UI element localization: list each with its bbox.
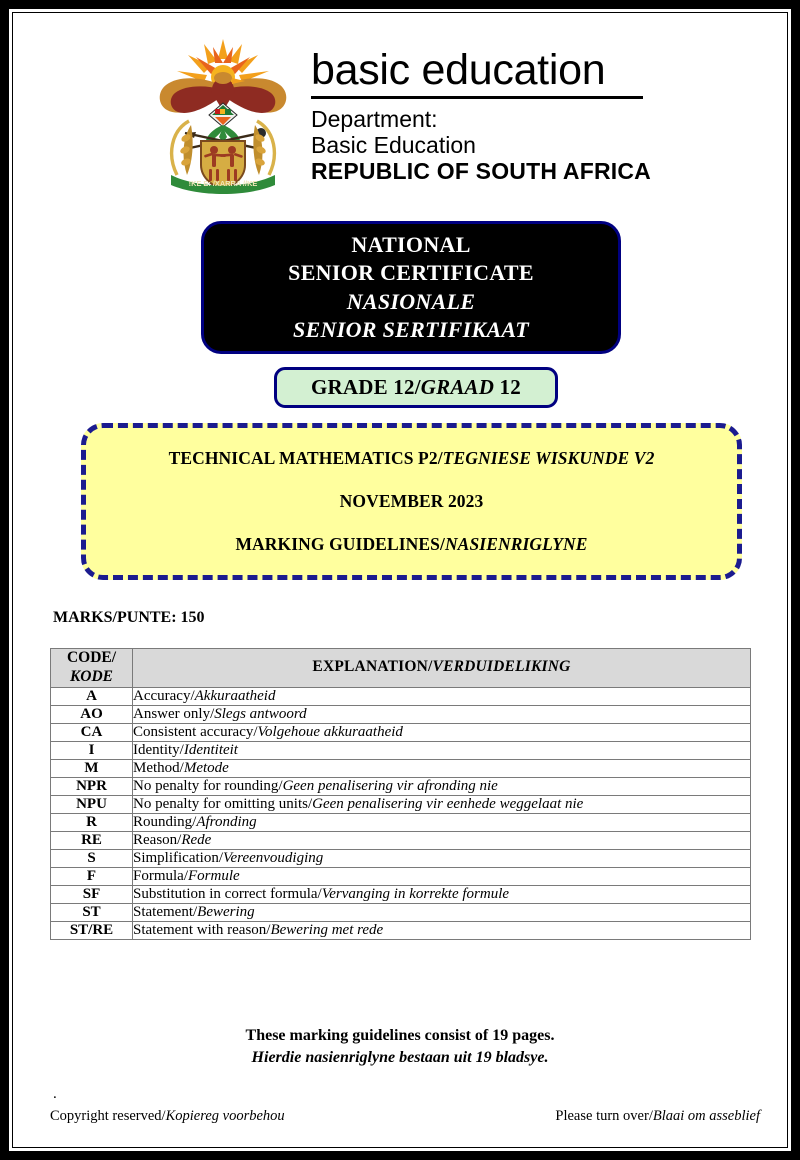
copyright-english: Copyright reserved/ [50,1108,166,1124]
brand-divider [311,96,643,99]
code-cell: AO [51,705,133,723]
header-code-cell [51,649,133,688]
explanation-afrikaans: Bewering met rede [270,921,384,938]
certificate-line-1: NATIONAL [351,232,471,258]
page-count-afrikaans: Hierdie nasienriglyne bestaan uit 19 bladsye. [251,1049,549,1067]
stray-period-mark: . [53,1086,57,1102]
grade-box [274,367,558,408]
explanation-cell [133,831,751,849]
table-row [51,813,751,831]
code-cell: S [51,849,133,867]
department-label: Department: [311,106,438,132]
table-row [51,777,751,795]
certificate-line-2: SENIOR CERTIFICATE [288,260,534,286]
explanation-english: No penalty for rounding/ [133,777,283,794]
header-code-english: CODE/ [66,649,117,666]
code-cell: ST/RE [51,921,133,939]
copyright-afrikaans: Kopiereg voorbehou [165,1108,285,1124]
explanation-cell [133,813,751,831]
explanation-cell [133,885,751,903]
turn-over-afrikaans: Blaai om asseblief [652,1108,760,1124]
table-row [51,795,751,813]
explanation-english: Identity/ [133,741,184,758]
department-wordmark [311,33,651,184]
explanation-cell [133,867,751,885]
table-row [51,723,751,741]
subject-english: TECHNICAL MATHEMATICS P2/ [168,448,443,468]
grade-text [311,375,521,400]
explanation-afrikaans: Vereenvoudiging [223,849,324,866]
explanation-afrikaans: Akkuraatheid [194,687,276,704]
explanation-cell [133,759,751,777]
table-row [51,759,751,777]
table-row [51,849,751,867]
explanation-english: Consistent accuracy/ [133,723,258,740]
header-explanation-english: EXPLANATION/ [312,658,433,676]
explanation-english: Reason/ [133,831,182,848]
explanation-cell [133,795,751,813]
explanation-afrikaans: Rede [181,831,212,848]
table-row [51,831,751,849]
header-explanation-afrikaans: VERDUIDELIKING [432,658,571,676]
turn-over-english: Please turn over/ [555,1108,653,1124]
code-cell: M [51,759,133,777]
masthead [9,33,791,195]
coat-of-arms-motto: !KE E: /XARRA //KE [188,179,258,188]
code-cell: A [51,687,133,705]
grade-afrikaans: GRAAD [420,375,495,399]
explanation-afrikaans: Vervanging in korrekte formule [321,885,510,902]
subject-afrikaans: TEGNIESE WISKUNDE V2 [442,448,655,468]
explanation-english: Substitution in correct formula/ [133,885,322,902]
explanation-cell [133,705,751,723]
explanation-cell [133,723,751,741]
total-marks-label: MARKS/PUNTE: 150 [53,609,205,626]
explanation-afrikaans: Identiteit [183,741,238,758]
document-type-english: MARKING GUIDELINES/ [235,534,445,554]
country-name: REPUBLIC OF SOUTH AFRICA [311,157,651,184]
department-name: Basic Education [311,131,476,158]
explanation-english: Statement with reason/ [133,921,271,938]
explanation-cell [133,741,751,759]
explanation-english: Simplification/ [133,849,223,866]
explanation-cell [133,849,751,867]
explanation-afrikaans: Afronding [196,813,257,830]
grade-english: GRADE 12/ [311,375,421,399]
basic-education-brand: basic education [311,46,606,94]
table-row [51,687,751,705]
header-explanation-cell [133,649,751,688]
code-cell: SF [51,885,133,903]
table-header-row [51,649,751,688]
code-cell: NPU [51,795,133,813]
page-count-english: These marking guidelines consist of 19 pages. [245,1027,555,1044]
table-row [51,885,751,903]
explanation-english: Method/ [133,759,184,776]
code-cell: ST [51,903,133,921]
explanation-english: Statement/ [133,903,198,920]
explanation-afrikaans: Volgehoue akkuraatheid [257,723,403,740]
copyright-notice [50,1108,285,1125]
code-cell: I [51,741,133,759]
document-type-line [235,534,587,555]
exam-session-line: NOVEMBER 2023 [339,491,484,511]
explanation-english: Answer only/ [133,705,215,722]
code-cell: NPR [51,777,133,795]
subject-line [169,448,655,469]
code-cell: CA [51,723,133,741]
explanation-english: Accuracy/ [133,687,195,704]
table-row [51,903,751,921]
explanation-afrikaans: Formule [188,867,240,884]
code-cell: R [51,813,133,831]
subject-info-box [81,423,742,580]
explanation-english: Formula/ [133,867,188,884]
explanation-afrikaans: Metode [183,759,229,776]
code-cell: F [51,867,133,885]
certificate-line-3: NASIONALE [346,288,476,314]
table-row [51,741,751,759]
certificate-line-4: SENIOR SERTIFIKAAT [293,316,529,342]
header-code-afrikaans: KODE [69,667,114,685]
page-footer [50,1108,760,1125]
turn-over-notice [555,1108,760,1125]
certificate-title-box [201,221,621,354]
explanation-english: No penalty for omitting units/ [133,795,313,812]
table-row [51,921,751,939]
document-type-afrikaans: NASIENRIGLYNE [444,534,588,554]
explanation-afrikaans: Geen penalisering vir eenhede weggelaat nie [312,795,584,812]
explanation-english: Rounding/ [133,813,197,830]
table-row [51,867,751,885]
explanation-cell [133,687,751,705]
page-count-note [9,1025,791,1069]
explanation-afrikaans: Slegs antwoord [214,705,307,722]
marking-code-table [50,648,751,940]
explanation-cell [133,777,751,795]
explanation-afrikaans: Bewering [197,903,255,920]
explanation-cell [133,903,751,921]
south-african-coat-of-arms-icon [149,33,297,195]
table-row [51,705,751,723]
explanation-cell [133,921,751,939]
grade-number: 12 [494,375,521,399]
code-cell: RE [51,831,133,849]
explanation-afrikaans: Geen penalisering vir afronding nie [282,777,498,794]
